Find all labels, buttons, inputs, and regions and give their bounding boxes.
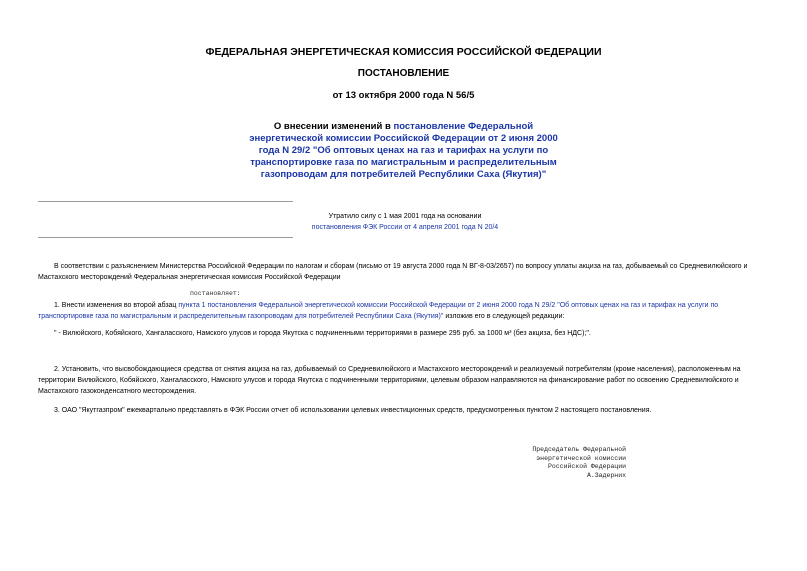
document-date-number: от 13 октября 2000 года N 56/5 <box>332 90 475 101</box>
agency-heading: ФЕДЕРАЛЬНАЯ ЭНЕРГЕТИЧЕСКАЯ КОМИССИЯ РОССИЙСКОЙ ФЕДЕРАЦИИ <box>205 46 602 58</box>
document-title <box>240 121 567 181</box>
item-1-link[interactable]: пункта 1 постановления Федеральной энергетической комиссии Российской Федерации от 2 июня 2000 года N 29/2 "Об оптовых ценах на газ и тарифах на услуги по транспортировке газа по магистральным и распределительным газопроводам для потребителей Республики Саха (Якутия)" <box>38 302 719 320</box>
intro-paragraph: В соответствии с разъяснением Министерства Российской Федерации по налогам и сборам (письмо от 19 августа 2000 года N ВГ-8-03/2657) по вопросу уплаты акциза на газ, добываемый со Средневилюйского и Мастахского месторождений Федеральная энергетическая комиссия Российской Федерации <box>38 263 748 281</box>
note-divider-top <box>38 201 293 202</box>
item-3-paragraph: 3. ОАО "Якутгазпром" ежеквартально представлять в ФЭК России отчет об использовании целевых инвестиционных средств, предусмотренных пунктом 2 настоящего постановления. <box>54 407 652 414</box>
signature-name: А.Задерних <box>586 471 626 479</box>
decides-label: постановляет: <box>190 290 241 297</box>
status-note-text: Утратило силу с 1 мая 2001 года на основании <box>328 213 482 220</box>
document-type-heading: ПОСТАНОВЛЕНИЕ <box>357 68 450 79</box>
signature-block <box>476 446 626 480</box>
item-2-paragraph: 2. Установить, что высвобождающиеся средства от снятия акциза на газ, добываемый со Средневилюйского и Мастахского месторождений и реализуемый потребителям (кроме населения), расположенным на территории Вилюйского, Кобяйского, Хангаласского, Намского улусов и города Якутска с подчиненными территориями, целевым образом направляются на финансирование работ по освоению Средневилюйского и Мастахского газоконденсатного месторождения. <box>38 366 741 395</box>
item-1-new-text: " - Вилюйского, Кобяйского, Хангаласского, Намского улусов и города Якутска с подчиненными территориями в размере 295 руб. за 1000 м³ (без акциза, без НДС);". <box>54 330 591 337</box>
title-prefix: О внесении изменений в <box>273 121 394 132</box>
note-divider-bottom <box>38 237 293 238</box>
title-amended-act-link[interactable]: постановление Федеральной энергетической комиссии Российской Федерации от 2 июня 2000 года N 29/2 "Об оптовых ценах на газ и тарифах на услуги по транспортировке газа по магистральным и распределительным газопроводам для потребителей Республики Саха (Якутия)" <box>249 121 558 180</box>
item-1-prefix: 1. Внести изменения во второй абзац <box>54 302 179 309</box>
signature-line-2: энергетической комиссии <box>536 454 626 462</box>
signature-line-1: Председатель Федеральной <box>532 446 626 453</box>
item-1-paragraph <box>38 300 770 322</box>
status-note <box>290 211 520 233</box>
status-note-link[interactable]: постановления ФЭК России от 4 апреля 2001 года N 20/4 <box>311 224 499 231</box>
item-1-suffix: изложив его в следующей редакции: <box>443 313 565 320</box>
signature-line-3: Российской Федерации <box>547 463 626 470</box>
